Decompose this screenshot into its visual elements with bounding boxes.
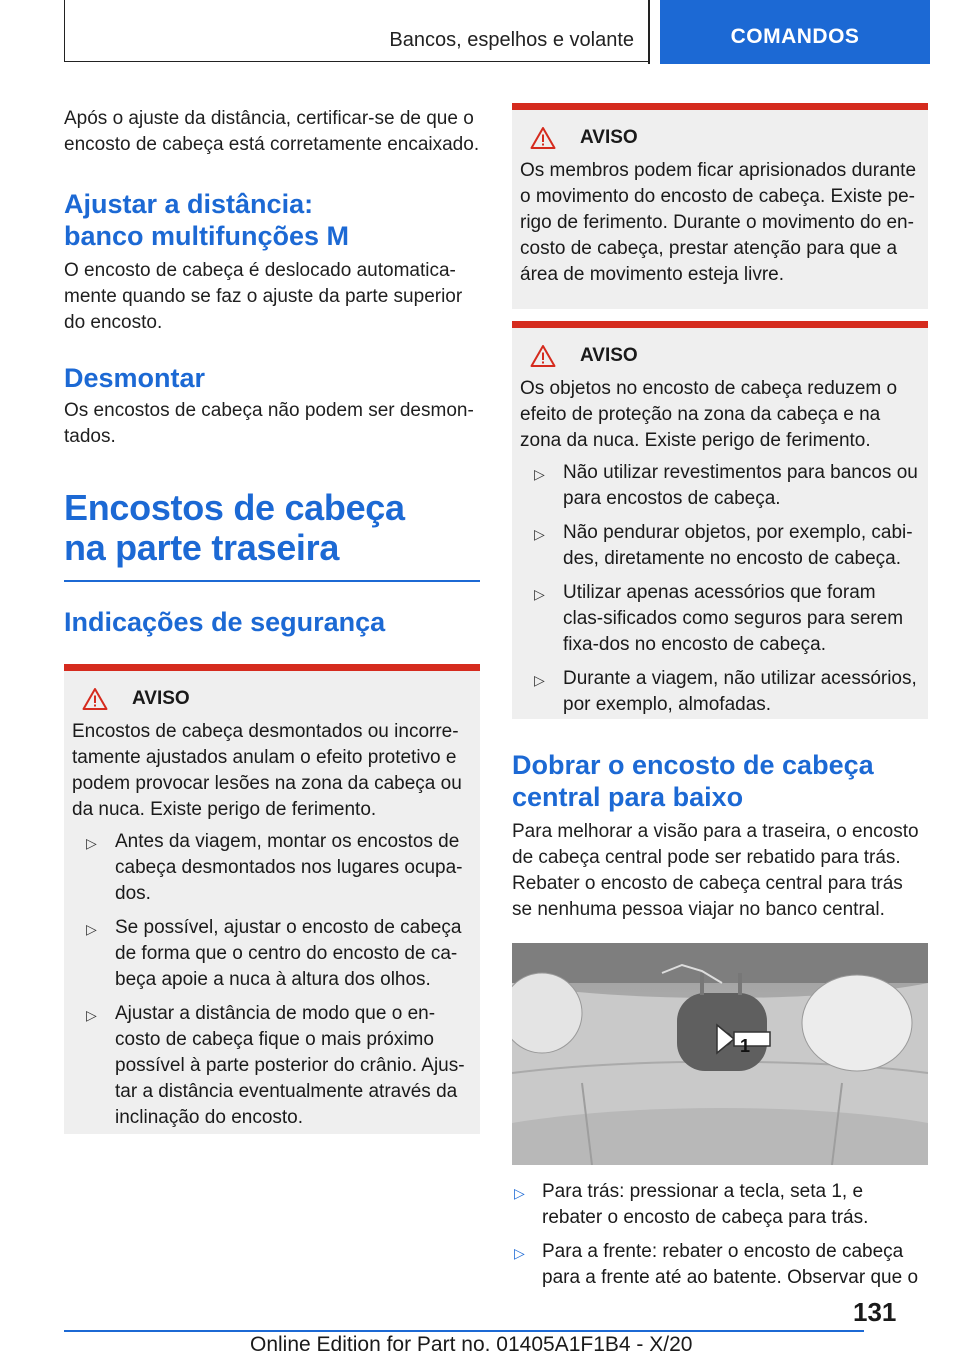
warning-box — [64, 664, 480, 1134]
list-item — [512, 1179, 928, 1231]
list-item-text: Utilizar apenas acessórios que foram clas-sificados como seguros para serem fixa-dos no encosto de cabeça. — [563, 582, 904, 655]
warning-triangle-icon — [530, 126, 556, 150]
heading-desmontar: Desmontar — [64, 363, 206, 393]
list-item-text: Para a frente: rebater o encosto de cabeça para a frente até ao batente. Observar que o — [542, 1241, 919, 1288]
triangle-bullet-icon: ▷ — [534, 466, 545, 482]
list-item — [72, 1001, 472, 1131]
warning-text: Encostos de cabeça desmontados ou incorre-tamente ajustados anulam o efeito protetivo e podem provocar lesões na zona da cabeça ou da nuca. Existe perigo de ferimento. — [72, 720, 462, 820]
warning-title-row — [82, 685, 472, 713]
triangle-bullet-icon: ▷ — [86, 834, 97, 851]
list-item-text: Se possível, ajustar o encosto de cabeça de forma que o centro do encosto de ca-beça apoie a nuca à altura dos olhos. — [115, 916, 462, 990]
heading-encostos-traseira: Encostos de cabeça na parte traseira — [64, 487, 405, 568]
warning-triangle-icon — [82, 687, 108, 711]
heading-seguranca: Indicações de segurança — [64, 606, 386, 637]
triangle-bullet-icon: ▷ — [514, 1245, 525, 1261]
list-item — [520, 580, 920, 658]
headrest-photo — [512, 943, 928, 1165]
edition-info: Online Edition for Part no. 01405A1F1B4 - X/20 — [250, 1333, 693, 1356]
section-title: Bancos, espelhos e volante — [389, 29, 634, 51]
list-item — [520, 460, 920, 512]
triangle-bullet-icon: ▷ — [534, 526, 545, 542]
triangle-bullet-icon: ▷ — [86, 1006, 97, 1023]
list-item — [520, 520, 920, 572]
warning-title: AVISO — [580, 345, 638, 366]
warning-text: Os objetos no encosto de cabeça reduzem o efeito de proteção na zona da cabeça e na zona da nuca. Existe perigo de ferimento. — [520, 378, 898, 451]
triangle-bullet-icon: ▷ — [514, 1185, 525, 1201]
paragraph-desmontar: Os encostos de cabeça não podem ser desmon-tados. — [64, 400, 474, 447]
warning-list — [72, 829, 472, 1131]
page-number: 131 — [853, 1297, 897, 1327]
triangle-bullet-icon: ▷ — [86, 920, 97, 937]
list-item — [72, 915, 472, 993]
header-divider — [648, 0, 660, 64]
list-item — [512, 1239, 928, 1291]
footer-rule — [64, 1330, 864, 1332]
list-item-text: Não pendurar objetos, por exemplo, cabi-des, diretamente no encosto de cabeça. — [563, 522, 913, 569]
list-item-text: Para trás: pressionar a tecla, seta 1, e rebater o encosto de cabeça para trás. — [542, 1181, 869, 1228]
warning-list — [520, 460, 920, 718]
list-item — [72, 829, 472, 907]
warning-triangle-icon — [530, 344, 556, 368]
list-item-text: Antes da viagem, montar os encostos de cabeça desmontados nos lugares ocupa-dos. — [115, 830, 463, 904]
heading-multifuncoes: Ajustar a distância: banco multifunções M — [64, 189, 350, 251]
heading-underline — [64, 580, 480, 582]
list-item — [520, 666, 920, 718]
warning-title: AVISO — [580, 127, 638, 148]
warning-title-row — [530, 124, 920, 152]
warning-title-row — [530, 342, 920, 370]
paragraph-multifuncoes: O encosto de cabeça é deslocado automatica-mente quando se faz o ajuste da parte superior do encosto. — [64, 260, 463, 333]
warning-box — [512, 103, 928, 309]
photo-callout: 1 — [740, 1036, 751, 1056]
paragraph-dobrar: Para melhorar a visão para a traseira, o encosto de cabeça central pode ser rebatido para trás. Rebater o encosto de cabeça central para trás se nenhuma pessoa viajar no banco central. — [512, 821, 919, 920]
page-header — [64, 0, 930, 64]
triangle-bullet-icon: ▷ — [534, 672, 545, 688]
list-item-text: Não utilizar revestimentos para bancos ou para encostos de cabeça. — [563, 462, 918, 509]
triangle-bullet-icon: ▷ — [534, 586, 545, 602]
intro-paragraph: Após o ajuste da distância, certificar-se de que o encosto de cabeça está corretamente encaixado. — [64, 108, 480, 155]
right-column — [512, 103, 928, 1299]
warning-box — [512, 321, 928, 719]
rear-seat-illustration — [512, 943, 928, 1165]
warning-text: Os membros podem ficar aprisionados durante o movimento do encosto de cabeça. Existe pe-rigo de ferimento. Durante o movimento do en-costo de cabeça, prestar atenção para que a área de movimento esteja livre. — [520, 160, 917, 285]
list-item-text: Ajustar a distância de modo que o en-costo de cabeça fique o mais próximo possível à parte posterior do crânio. Ajus-tar a distância eventualmente através da inclinação do encosto. — [115, 1002, 465, 1128]
list-item-text: Durante a viagem, não utilizar acessórios, por exemplo, almofadas. — [563, 668, 917, 715]
chapter-tab: COMANDOS — [660, 0, 930, 64]
left-column — [64, 100, 480, 1134]
steps-list — [512, 1179, 928, 1291]
warning-title: AVISO — [132, 687, 190, 709]
heading-dobrar: Dobrar o encosto de cabeça central para baixo — [512, 750, 874, 812]
